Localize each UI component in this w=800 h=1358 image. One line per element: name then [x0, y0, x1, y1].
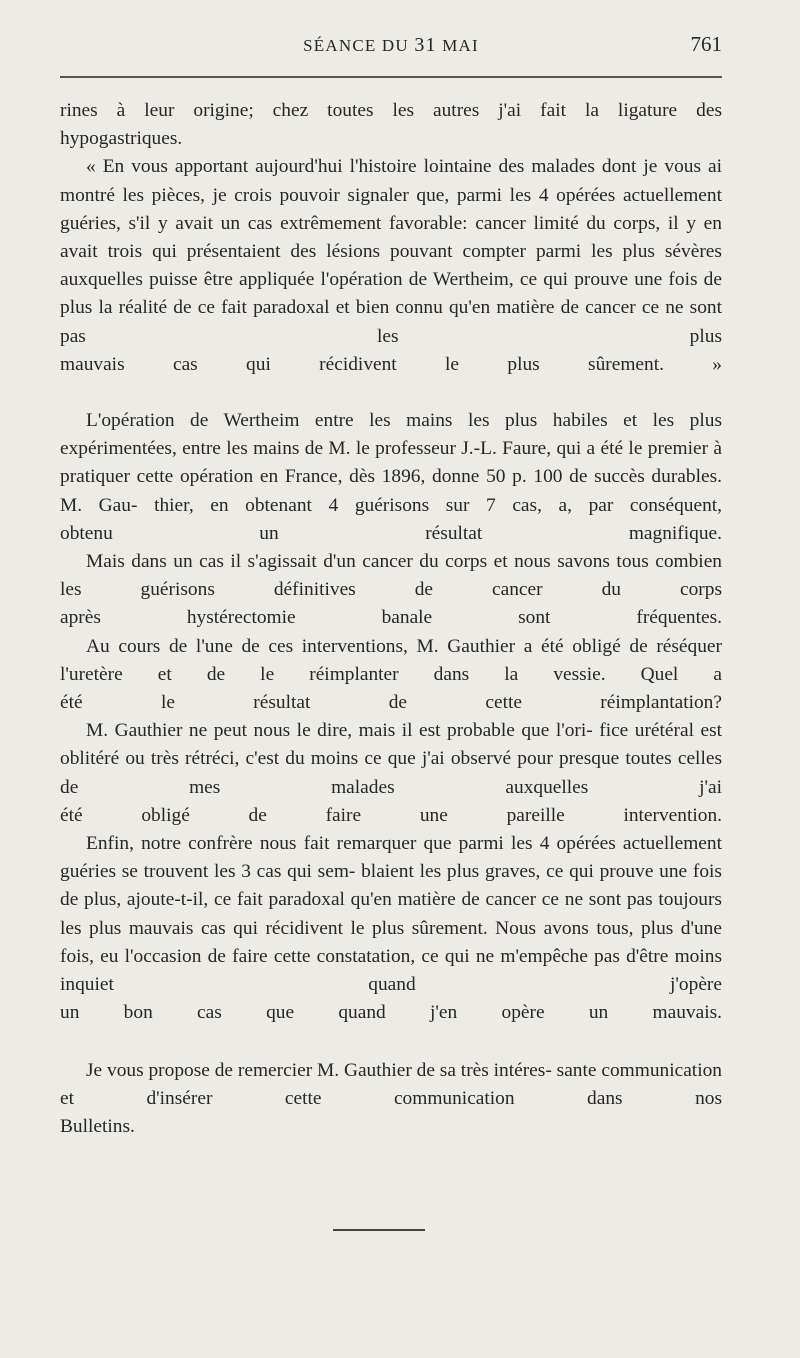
line: les plus mauvais cas qui récidivent le plus sûrement. Nous avons: [60, 917, 589, 939]
line: France, dès 1896, donne 50 p. 100 de succès durables. M. Gau-: [60, 466, 722, 516]
line: 4 opérées actuellement guéries se trouvent les 3 cas qui sem-: [60, 833, 722, 883]
line: J.-L. Faure, qui a été le premier à pratiquer cette opération en: [60, 438, 722, 488]
line: M. Gauthier ne peut nous le dire, mais il est probable que l'ori-: [86, 720, 593, 742]
running-title-pre: SÉANCE DU: [303, 36, 409, 55]
line: rines à leur origine; chez toutes les autres j'ai fait la ligature des: [60, 100, 722, 121]
paragraph-5: [60, 633, 722, 718]
page-header: [60, 34, 722, 62]
line: Mais dans un cas il s'agissait d'un cancer du corps et nous: [86, 551, 551, 573]
line: parmi les 4 opérées actuellement guéries, s'il y avait un cas: [60, 184, 722, 234]
paragraph-4: [60, 548, 722, 633]
line: bien connu qu'en matière de cancer ce ne sont pas les plus: [60, 297, 722, 347]
line: L'opération de Wertheim entre les mains les plus habiles et: [86, 410, 638, 432]
line: thier, en obtenant 4 guérisons sur 7 cas, a, par conséquent,: [154, 494, 722, 516]
body-text: [60, 97, 722, 1141]
line: sante communication et d'insérer cette communication dans nos: [60, 1059, 722, 1109]
line: ce qui prouve une fois de plus la réalité de ce fait paradoxal et: [60, 269, 722, 319]
end-rule: [333, 1229, 425, 1231]
paragraph-1: [60, 97, 722, 153]
line: savons tous combien les guérisons définitives de cancer du corps: [60, 551, 722, 601]
line: extrêmement favorable: cancer limité du corps, il y en avait: [60, 212, 722, 263]
paragraph-8: [60, 1057, 722, 1142]
line: après hystérectomie banale sont fréquentes.: [60, 607, 722, 629]
paragraph-2: [60, 153, 722, 379]
line: été le résultat de cette réimplantation?: [60, 692, 722, 714]
line: mauvais cas qui récidivent le plus sûrement. »: [60, 353, 722, 375]
line: Au cours de l'une de ces interventions, M. Gauthier a été obligé: [86, 635, 621, 657]
line: Enfin, notre confrère nous fait remarquer que parmi les: [86, 833, 533, 855]
line: trois qui présentaient des lésions pouvant compter parmi les plus: [107, 241, 655, 263]
paragraph-3: [60, 407, 722, 548]
line: obtenu un résultat magnifique.: [60, 522, 722, 544]
line: fice urétéral est oblitéré ou très rétréci, c'est du moins ce que j'ai: [60, 720, 723, 770]
line: observé pour presque toutes celles de mes malades auxquelles j'ai: [60, 748, 722, 798]
running-title-post: MAI: [442, 36, 479, 55]
line: ce qui ne m'empêche pas d'être moins inquiet quand j'opère: [60, 945, 722, 996]
line: blaient les plus graves, ce qui prouve une fois de plus, ajoute-t-il,: [60, 861, 722, 911]
line: hypogastriques.: [60, 128, 183, 150]
line: de réséquer l'uretère et de le réimplanter dans la vessie. Quel a: [60, 635, 722, 685]
line: sévères auxquelles puisse être appliquée l'opération de Wertheim,: [60, 241, 722, 291]
paragraph-6: [60, 717, 722, 830]
header-rule: [60, 76, 722, 78]
line: un bon cas que quand j'en opère un mauvais.: [60, 1002, 722, 1024]
running-title-day: 31: [414, 34, 437, 56]
line: Je vous propose de remercier M. Gauthier de sa très intéres-: [86, 1059, 552, 1081]
line: Bulletins.: [60, 1115, 135, 1137]
line: dont je vous ai montré les pièces, je crois pouvoir signaler que,: [60, 156, 723, 206]
running-title: [60, 34, 722, 57]
line: tous, plus d'une fois, eu l'occasion de faire cette constatation,: [60, 917, 722, 967]
paragraph-7: [60, 830, 722, 1027]
page-number: 761: [690, 32, 722, 56]
line: été obligé de faire une pareille intervention.: [60, 804, 722, 826]
line: « En vous apportant aujourd'hui l'histoire lointaine des malades: [86, 156, 595, 178]
line: les plus expérimentées, entre les mains de M. le professeur: [60, 410, 722, 460]
line: ce fait paradoxal qu'en matière de cancer ce ne sont pas toujours: [213, 889, 722, 911]
